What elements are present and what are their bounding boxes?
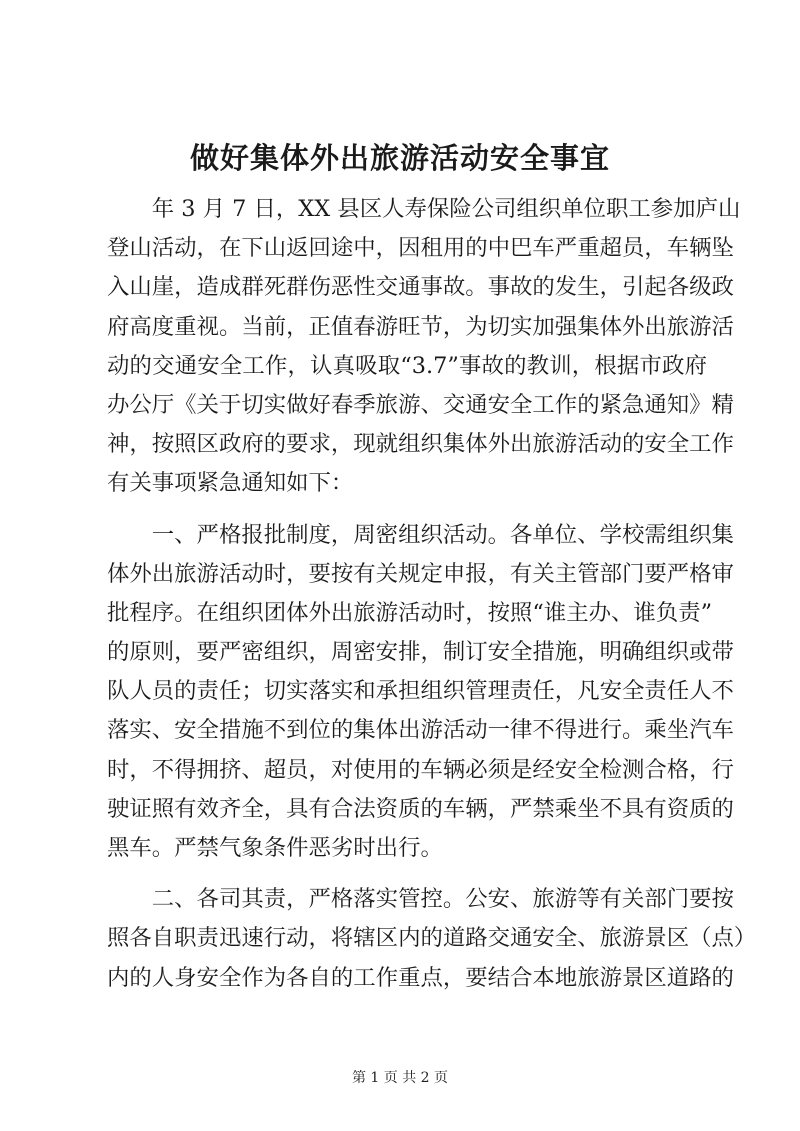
text-line: 入山崖，造成群死群伤恶性交通事故。事故的发生，引起各级政 <box>107 274 734 301</box>
page-footer: 第 1 页 共 2 页 <box>351 1070 449 1086</box>
text-line: 年 3 月 7 日，XX 县区人寿保险公司组织单位职工参加庐山 <box>107 196 741 222</box>
text-line: 落实、安全措施不到位的集体出游活动一律不得进行。乘坐汽车 <box>107 717 734 744</box>
text-line: 的原则，要严密组织，周密安排，制订安全措施，明确组织或带 <box>107 639 734 666</box>
document-title: 做好集体外出旅游活动安全事宜 <box>189 141 610 175</box>
text-line: 内的人身安全作为各自的工作重点，要结合本地旅游景区道路的 <box>107 964 734 991</box>
paragraph-section-one <box>107 516 734 869</box>
text-line: 登山活动，在下山返回途中，因租用的中巴车严重超员，车辆坠 <box>107 235 734 262</box>
paragraph-spacer <box>107 868 707 880</box>
text-line: 府高度重视。当前，正值春游旺节，为切实加强集体外出旅游活 <box>107 313 734 340</box>
text-line: 照各自职责迅速行动，将辖区内的道路交通安全、旅游景区（点） <box>107 925 757 952</box>
paragraph-spacer <box>107 504 707 516</box>
paragraph-intro <box>107 190 741 504</box>
text-line: 动的交通安全工作，认真吸取“3.7”事故的教训，根据市政府 <box>107 352 707 379</box>
text-line: 时，不得拥挤、超员，对使用的车辆必须是经安全检测合格，行 <box>107 756 734 783</box>
document-body <box>107 190 757 998</box>
text-line: 有关事项紧急通知如下： <box>107 470 354 497</box>
text-line: 一、严格报批制度，周密组织活动。各单位、学校需组织集 <box>107 521 734 548</box>
text-line: 办公厅《关于切实做好春季旅游、交通安全工作的紧急通知》精 <box>107 391 734 418</box>
text-line: 队人员的责任；切实落实和承担组织管理责任，凡安全责任人不 <box>107 678 734 705</box>
paragraph-section-two <box>107 880 757 998</box>
text-line: 驶证照有效齐全，具有合法资质的车辆，严禁乘坐不具有资质的 <box>107 795 734 822</box>
text-line: 黑车。严禁气象条件恶劣时出行。 <box>107 835 443 861</box>
text-line: 体外出旅游活动时，要按有关规定申报，有关主管部门要严格审 <box>107 560 734 587</box>
text-line: 批程序。在组织团体外出旅游活动时，按照“谁主办、谁负责” <box>107 599 713 626</box>
text-line: 神，按照区政府的要求，现就组织集体外出旅游活动的安全工作 <box>107 431 734 458</box>
text-line: 二、各司其责，严格落实管控。公安、旅游等有关部门要按 <box>107 886 734 913</box>
